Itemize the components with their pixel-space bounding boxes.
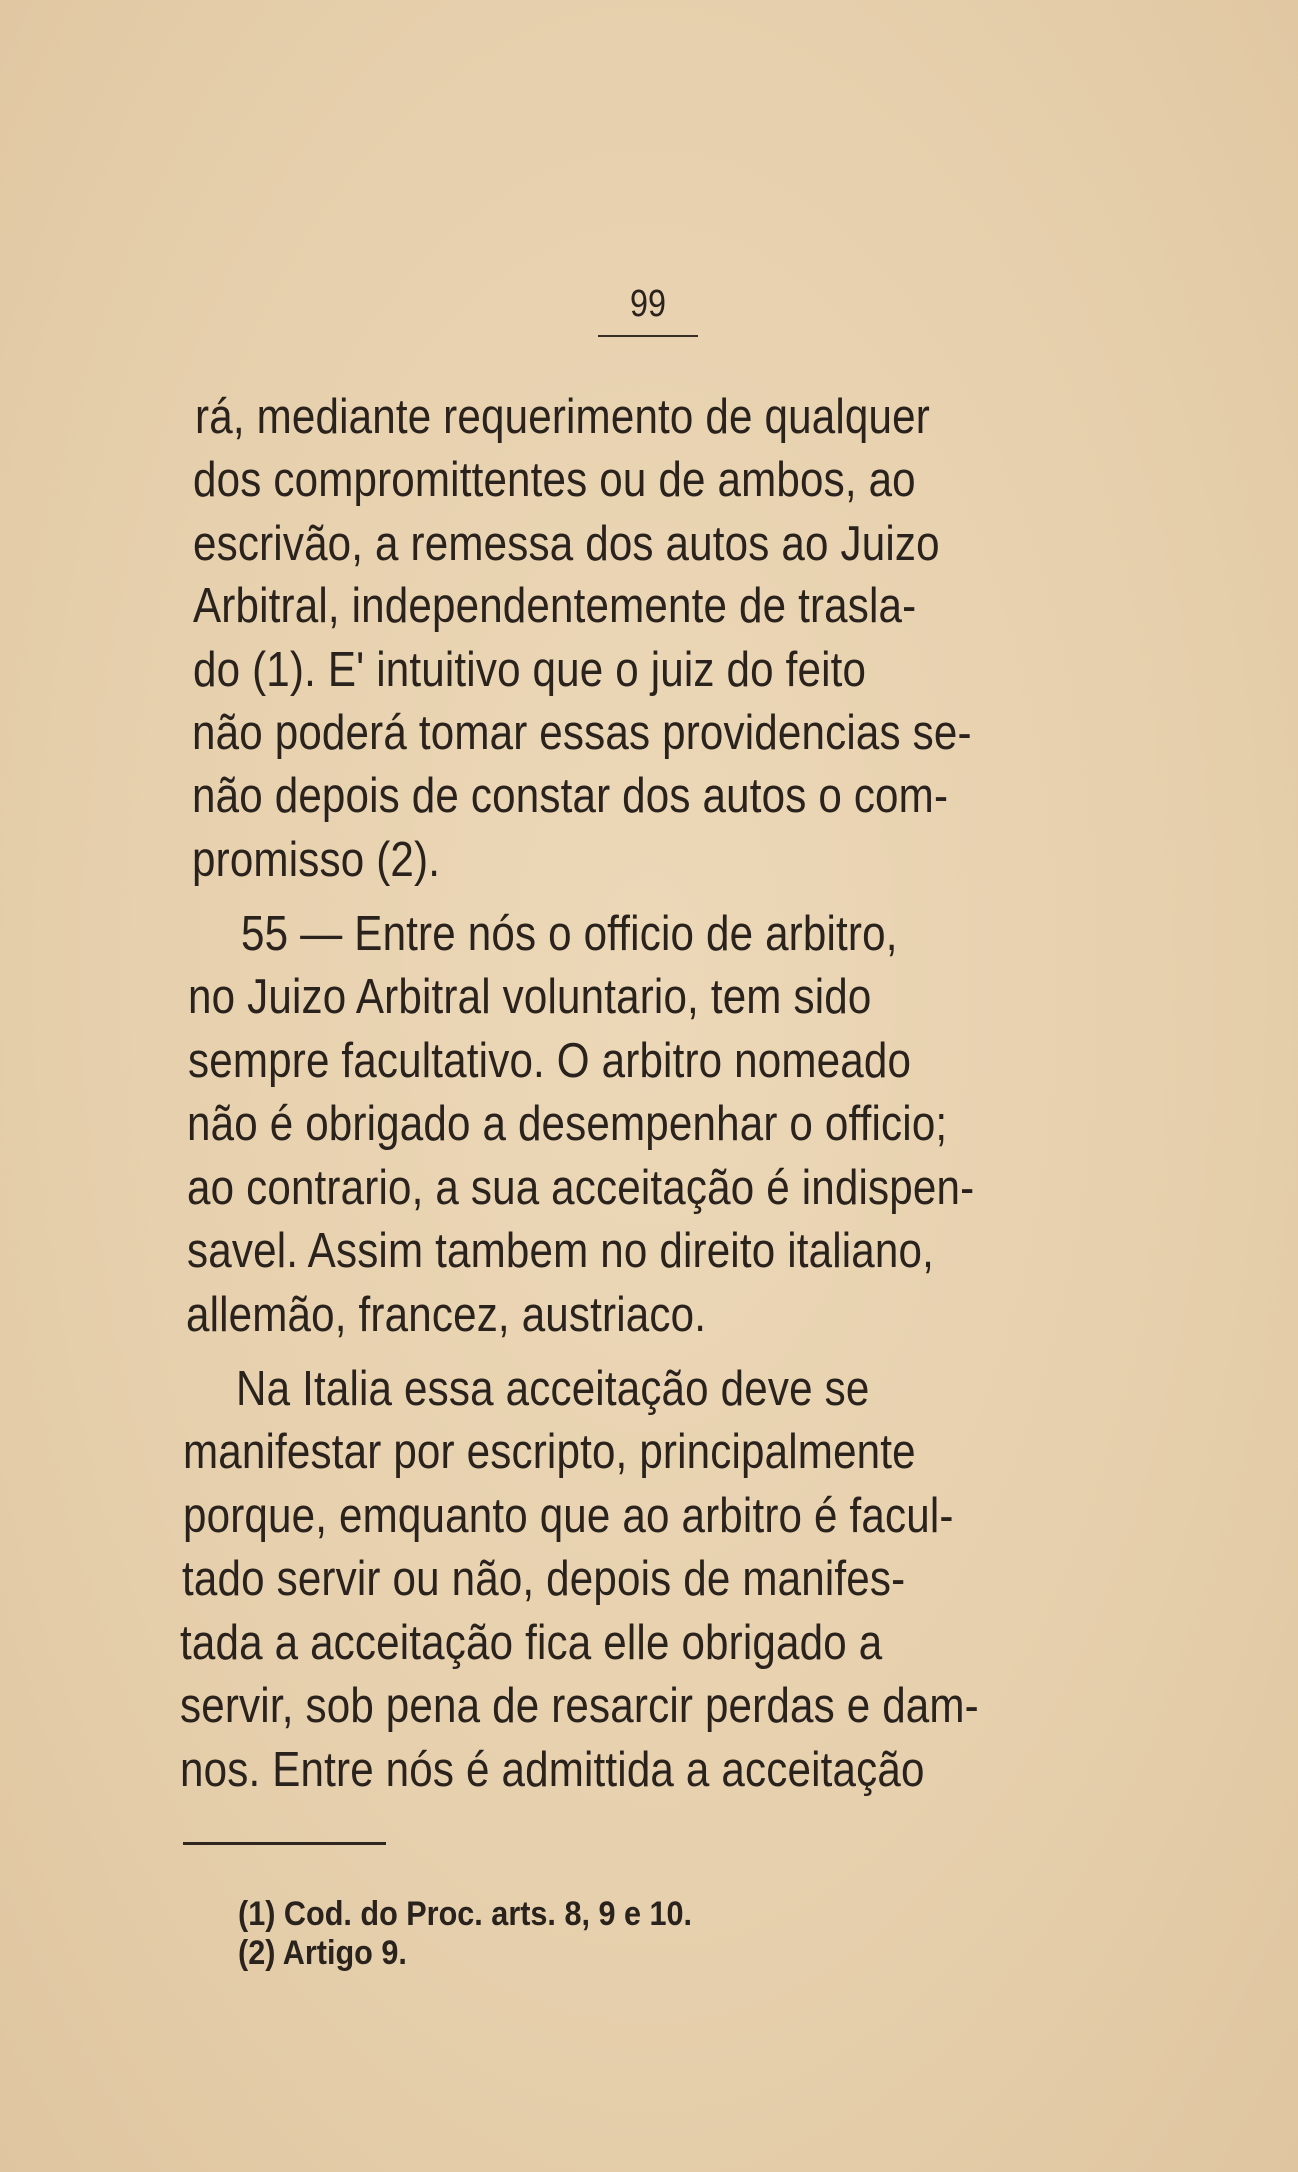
page-number-rule <box>598 335 698 337</box>
body-line: servir, sob pena de resarcir perdas e dam- <box>180 1679 979 1733</box>
body-line: do (1). E' intuitivo que o juiz do feito <box>193 643 867 697</box>
body-line: dos compromittentes ou de ambos, ao <box>193 453 916 507</box>
body-line: manifestar por escripto, principalmente <box>183 1425 916 1479</box>
body-line: 55 — Entre nós o officio de arbitro, <box>241 907 898 961</box>
body-line: tada a acceitação fica elle obrigado a <box>180 1616 883 1670</box>
body-line: ao contrario, a sua acceitação é indispen- <box>187 1161 975 1215</box>
body-line: não depois de constar dos autos o com- <box>192 769 949 823</box>
body-line: não poderá tomar essas providencias se- <box>192 706 972 760</box>
body-line: promisso (2). <box>192 833 441 887</box>
footnote-1: (1) Cod. do Proc. arts. 8, 9 e 10. <box>238 1895 693 1933</box>
body-line: Arbitral, independentemente de trasla- <box>193 579 917 633</box>
body-line: porque, emquanto que ao arbitro é facul- <box>183 1489 954 1543</box>
body-line: no Juizo Arbitral voluntario, tem sido <box>188 970 872 1024</box>
body-line: tado servir ou não, depois de manifes- <box>182 1552 906 1606</box>
body-line: allemão, francez, austriaco. <box>186 1288 707 1342</box>
body-line: não é obrigado a desempenhar o officio; <box>187 1097 948 1151</box>
body-line: sempre facultativo. O arbitro nomeado <box>188 1034 912 1088</box>
footnote-2: (2) Artigo 9. <box>238 1934 407 1972</box>
page-number: 99 <box>630 283 666 325</box>
body-line: savel. Assim tambem no direito italiano, <box>187 1224 935 1278</box>
body-line: escrivão, a remessa dos autos ao Juizo <box>193 517 940 571</box>
body-line: Na Italia essa acceitação deve se <box>236 1362 870 1416</box>
body-line: nos. Entre nós é admittida a acceitação <box>180 1743 925 1797</box>
footnote-rule <box>183 1842 386 1845</box>
body-line: rá, mediante requerimento de qualquer <box>195 390 930 444</box>
